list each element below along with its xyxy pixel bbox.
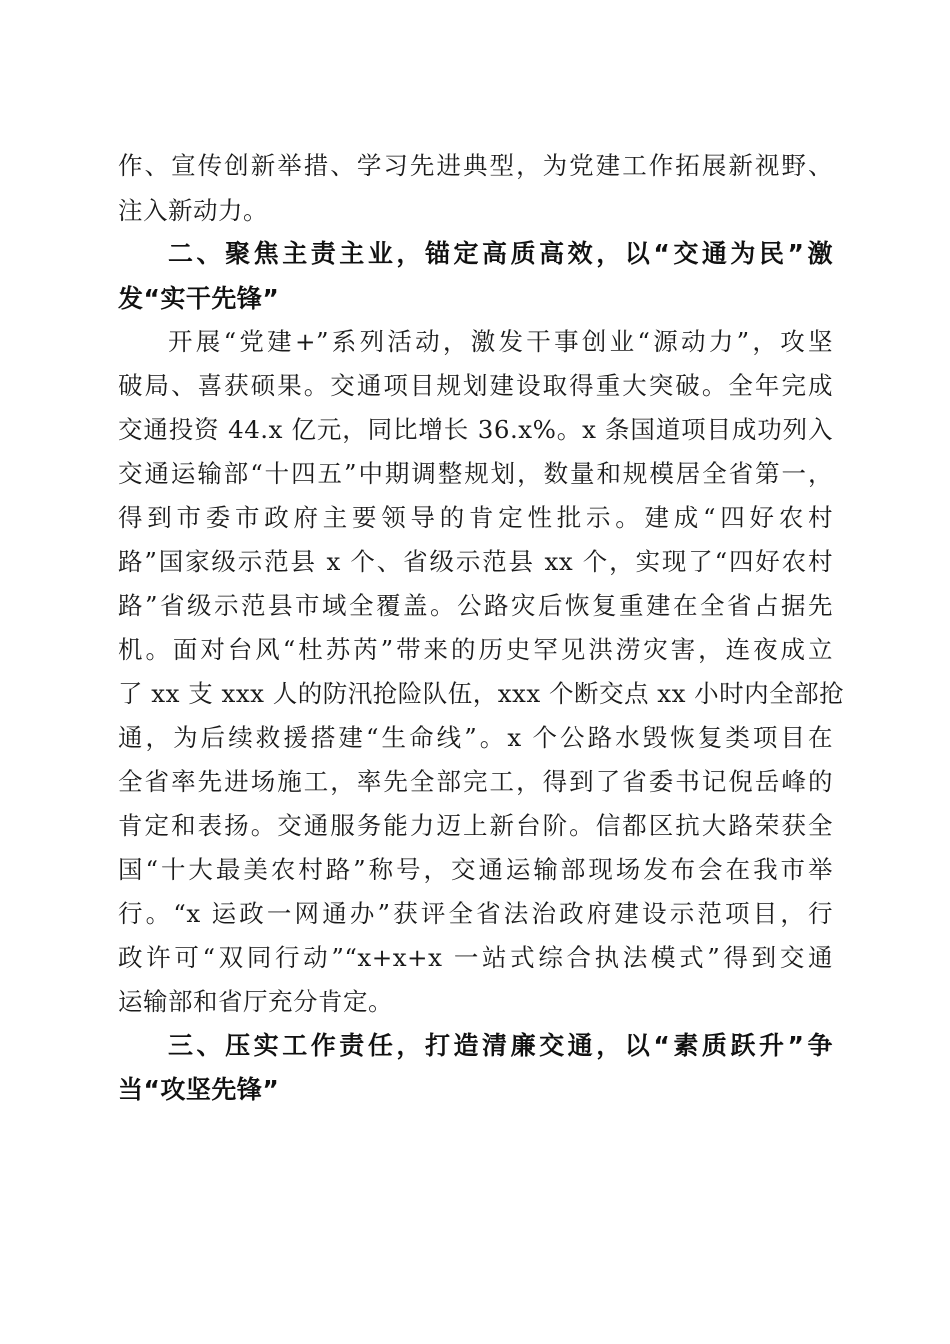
paragraph-line: 破局、喜获硕果。交通项目规划建设取得重大突破。全年完成 [118, 371, 833, 400]
section-heading: 二、聚焦主责主业，锚定高质高效，以“交通为民”激 [168, 239, 833, 268]
paragraph-line: 行。“x 运政一网通办”获评全省法治政府建设示范项目，行 [118, 899, 833, 928]
paragraph-line: 路”省级示范县市域全覆盖。公路灾后恢复重建在全省占据先 [118, 591, 833, 620]
paragraph-line: 交通运输部“十四五”中期调整规划，数量和规模居全省第一， [118, 459, 833, 488]
section-heading: 三、压实工作责任，打造清廉交通，以“素质跃升”争 [168, 1031, 833, 1060]
paragraph-line: 了 xx 支 xxx 人的防汛抢险队伍，xxx 个断交点 xx 小时内全部抢 [118, 679, 845, 708]
paragraph-line: 机。面对台风“杜苏芮”带来的历史罕见洪涝灾害，连夜成立 [118, 635, 833, 664]
paragraph-line: 政许可“双同行动”“x+x+x 一站式综合执法模式”得到交通 [118, 943, 833, 972]
paragraph-line: 肯定和表扬。交通服务能力迈上新台阶。信都区抗大路荣获全 [118, 811, 833, 840]
paragraph-line: 得到市委市政府主要领导的肯定性批示。建成“四好农村 [118, 503, 833, 532]
paragraph-line: 注入新动力。 [118, 196, 268, 225]
paragraph-line: 运输部和省厅充分肯定。 [118, 987, 393, 1016]
paragraph-line: 交通投资 44.x 亿元，同比增长 36.x%。x 条国道项目成功列入 [118, 415, 833, 444]
paragraph-line: 作、宣传创新举措、学习先进典型，为党建工作拓展新视野、 [118, 151, 833, 180]
paragraph-line: 通，为后续救援搭建“生命线”。x 个公路水毁恢复类项目在 [118, 723, 833, 752]
paragraph-line: 路”国家级示范县 x 个、省级示范县 xx 个，实现了“四好农村 [118, 547, 833, 576]
section-heading: 当“攻坚先锋” [118, 1075, 280, 1104]
section-heading: 发“实干先锋” [118, 284, 280, 313]
paragraph-line: 开展“党建+”系列活动，激发干事创业“源动力”，攻坚 [168, 327, 833, 356]
paragraph-line: 全省率先进场施工，率先全部完工，得到了省委书记倪岳峰的 [118, 767, 833, 796]
paragraph-line: 国“十大最美农村路”称号，交通运输部现场发布会在我市举 [118, 855, 833, 884]
